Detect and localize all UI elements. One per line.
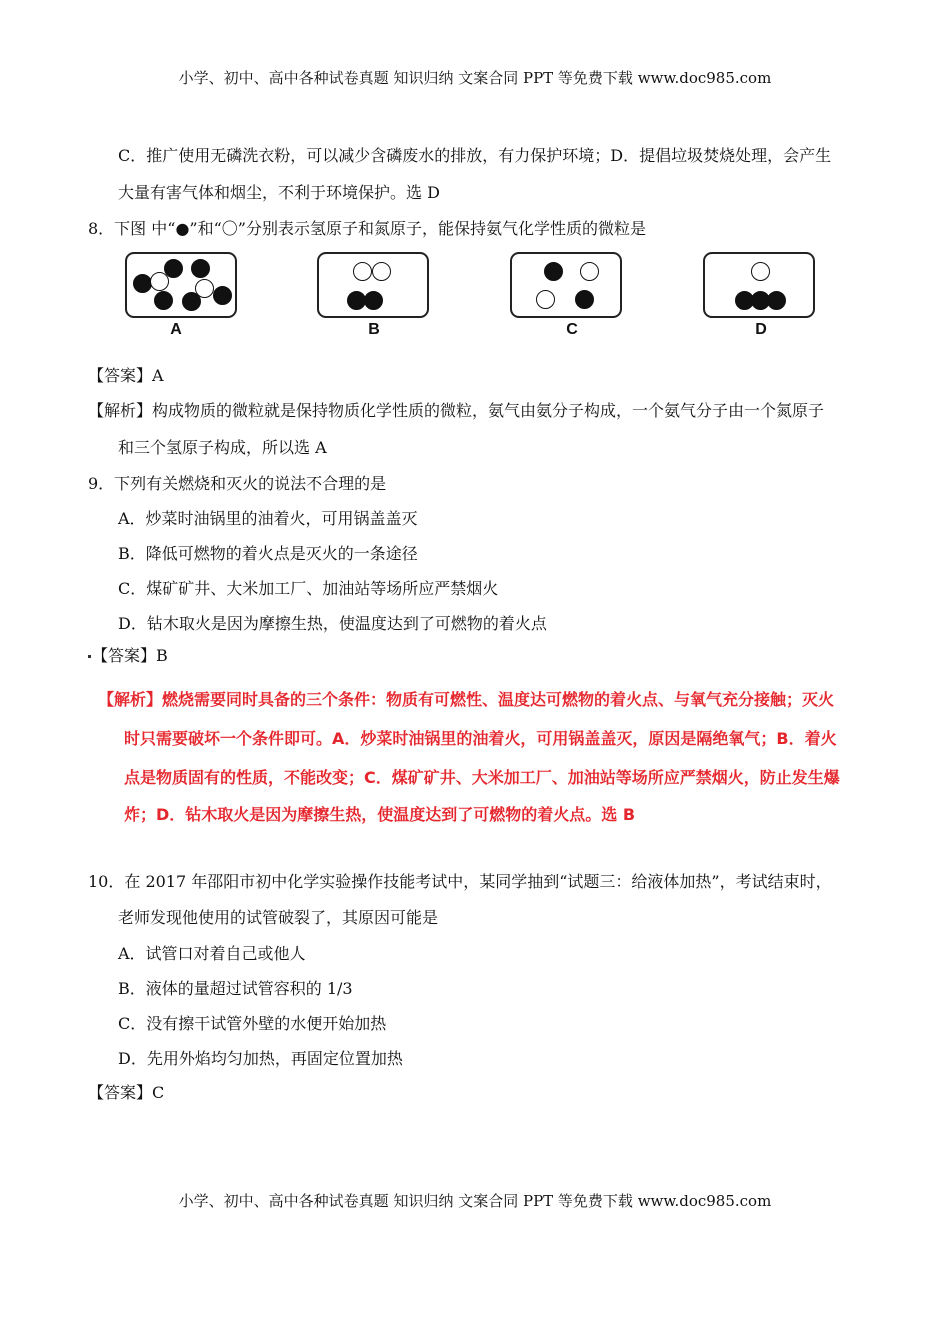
hydrogen-atom — [133, 274, 152, 293]
hydrogen-atom — [191, 259, 210, 278]
q10-option-a: A．试管口对着自己或他人 — [118, 944, 306, 963]
q8-option-c-diagram — [510, 252, 622, 318]
q9-analysis-line1: 【解析】燃烧需要同时具备的三个条件：物质有可燃性、温度达可燃物的着火点、与氧气充分接触；灭火 — [98, 690, 835, 709]
nitrogen-atom — [751, 262, 770, 281]
q9-option-d: D．钻木取火是因为摩擦生热，使温度达到了可燃物的着火点 — [118, 614, 547, 633]
q9-analysis-line3: 点是物质固有的性质，不能改变；C．煤矿矿井、大米加工厂、加油站等场所应严禁烟火，防止发生爆 — [124, 768, 840, 787]
stray-dot — [88, 655, 91, 658]
q10-stem-line1: 10．在 2017 年邵阳市初中化学实验操作技能考试中，某同学抽到“试题三：给液体加热”，考试结束时， — [88, 872, 832, 891]
q10-option-b: B．液体的量超过试管容积的 1/3 — [118, 979, 353, 998]
q9-option-a: A．炒菜时油锅里的油着火，可用锅盖盖灭 — [118, 509, 418, 528]
q8-option-d-diagram — [703, 252, 815, 318]
q9-option-c: C．煤矿矿井、大米加工厂、加油站等场所应严禁烟火 — [118, 579, 499, 598]
q10-answer: 【答案】C — [88, 1083, 165, 1102]
hydrogen-atom — [575, 290, 594, 309]
q9-stem: 9．下列有关燃烧和灭火的说法不合理的是 — [88, 474, 387, 493]
hydrogen-atom — [182, 292, 201, 311]
hydrogen-atom — [544, 262, 563, 281]
q8-option-b-label: B — [368, 321, 380, 338]
hydrogen-atom — [767, 291, 786, 310]
q9-answer: 【答案】B — [92, 646, 168, 665]
hydrogen-atom — [213, 286, 232, 305]
q8-analysis-line1: 【解析】构成物质的微粒就是保持物质化学性质的微粒，氨气由氨分子构成，一个氨气分子由一个氮原子 — [88, 401, 825, 420]
q10-stem-line2: 老师发现他使用的试管破裂了，其原因可能是 — [118, 908, 439, 927]
q8-answer: 【答案】A — [88, 366, 164, 385]
q7-explanation-line2: 大量有害气体和烟尘，不利于环境保护。选 D — [118, 183, 440, 202]
q8-option-b-diagram — [317, 252, 429, 318]
q9-analysis-line2: 时只需要破坏一个条件即可。A．炒菜时油锅里的油着火，可用锅盖盖灭，原因是隔绝氧气；B．着火 — [124, 729, 837, 748]
q7-explanation-line1: C．推广使用无磷洗衣粉，可以减少含磷废水的排放，有力保护环境；D．提倡垃圾焚烧处理，会产生 — [118, 146, 832, 165]
nitrogen-atom — [150, 272, 169, 291]
q9-analysis-line4: 炸；D．钻木取火是因为摩擦生热，使温度达到了可燃物的着火点。选 B — [124, 805, 636, 824]
q8-option-d-label: D — [755, 321, 767, 338]
q8-stem: 8．下图 中“●”和“〇”分别表示氢原子和氮原子，能保持氨气化学性质的微粒是 — [88, 219, 646, 238]
q8-analysis-line2: 和三个氢原子构成，所以选 A — [118, 438, 327, 457]
q8-option-c-label: C — [566, 321, 578, 338]
q9-option-b: B．降低可燃物的着火点是灭火的一条途径 — [118, 544, 418, 563]
nitrogen-atom — [536, 290, 555, 309]
hydrogen-atom — [154, 291, 173, 310]
q10-option-d: D．先用外焰均匀加热，再固定位置加热 — [118, 1049, 403, 1068]
nitrogen-atom — [372, 262, 391, 281]
page-footer: 小学、初中、高中各种试卷真题 知识归纳 文案合同 PPT 等免费下载 www.doc985.com — [178, 1192, 772, 1210]
q8-option-a-diagram — [125, 252, 237, 318]
hydrogen-atom — [364, 291, 383, 310]
nitrogen-atom — [580, 262, 599, 281]
nitrogen-atom — [353, 262, 372, 281]
q10-option-c: C．没有擦干试管外壁的水便开始加热 — [118, 1014, 387, 1033]
page-header: 小学、初中、高中各种试卷真题 知识归纳 文案合同 PPT 等免费下载 www.doc985.com — [178, 69, 772, 87]
q8-option-a-label: A — [170, 321, 182, 338]
